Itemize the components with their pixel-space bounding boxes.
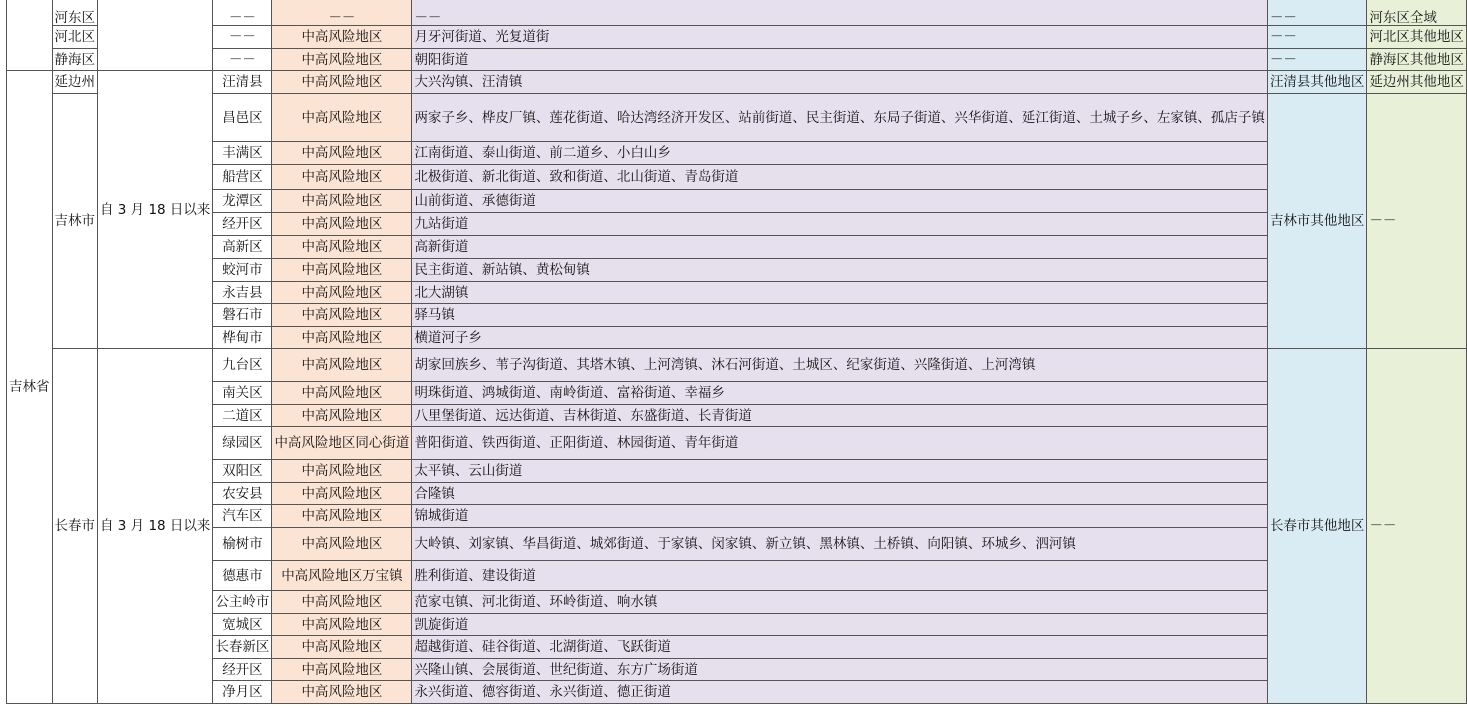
table-row [7, 49, 1467, 71]
low-risk-cell: －－ [1367, 94, 1467, 349]
risk-area-cell: 范家屯镇、河北街道、环岭街道、响水镇 [412, 591, 1268, 614]
county-cell: 榆树市 [213, 528, 272, 561]
table-row [7, 659, 1467, 681]
risk-level-cell: 中高风险地区 [272, 483, 412, 505]
county-cell: 船营区 [213, 165, 272, 190]
city-cell: 静海区 [52, 49, 98, 71]
table-row [7, 165, 1467, 190]
risk-area-cell: 明珠街道、鸿城街道、南岭街道、富裕街道、幸福乡 [412, 382, 1268, 405]
low-risk-cell: －－ [1367, 349, 1467, 704]
risk-level-cell: 中高风险地区 [272, 460, 412, 483]
table-row [7, 213, 1467, 236]
table-row [7, 427, 1467, 460]
other-area-cell: －－ [1267, 49, 1367, 71]
table-row [7, 636, 1467, 659]
table-row [7, 26, 1467, 49]
table-row [7, 142, 1467, 165]
county-cell: －－ [213, 49, 272, 71]
table-row [7, 259, 1467, 282]
bottom-blank-strip [0, 706, 1070, 713]
risk-level-cell: 中高风险地区 [272, 382, 412, 405]
risk-level-cell: 中高风险地区 [272, 681, 412, 704]
county-cell: 长春新区 [213, 636, 272, 659]
county-cell: 龙潭区 [213, 190, 272, 213]
period-cell: 自 3 月 18 日以来 [98, 71, 213, 349]
risk-area-cell: 胜利街道、建设街道 [412, 561, 1268, 591]
risk-level-cell: 中高风险地区 [272, 213, 412, 236]
other-area-cell: －－ [1267, 0, 1367, 26]
table-row [7, 236, 1467, 259]
city-cell: 河东区 [52, 0, 98, 26]
table-row [7, 282, 1467, 304]
table-row [7, 94, 1467, 142]
table-row [7, 349, 1467, 382]
risk-level-cell: 中高风险地区 [272, 659, 412, 681]
risk-area-cell: －－ [412, 0, 1268, 26]
county-cell: 汽车区 [213, 505, 272, 528]
risk-level-cell: 中高风险地区 [272, 190, 412, 213]
low-risk-cell: 河东区全域 [1367, 0, 1467, 26]
county-cell: 二道区 [213, 405, 272, 427]
risk-level-cell: 中高风险地区 [272, 49, 412, 71]
risk-level-cell: 中高风险地区万宝镇 [272, 561, 412, 591]
risk-area-cell: 锦城街道 [412, 505, 1268, 528]
risk-area-cell: 朝阳街道 [412, 49, 1268, 71]
city-cell: 长春市 [52, 349, 98, 704]
risk-area-table [6, 0, 1467, 704]
province-cell: 吉林省 [7, 71, 53, 704]
risk-area-cell: 大兴沟镇、汪清镇 [412, 71, 1268, 94]
risk-area-cell: 山前街道、承德街道 [412, 190, 1268, 213]
risk-level-cell: 中高风险地区 [272, 528, 412, 561]
risk-area-cell: 江南街道、泰山街道、前二道乡、小白山乡 [412, 142, 1268, 165]
county-cell: 双阳区 [213, 460, 272, 483]
province-cell [7, 0, 53, 71]
county-cell: 九台区 [213, 349, 272, 382]
risk-area-cell: 北大湖镇 [412, 282, 1268, 304]
risk-level-cell: 中高风险地区 [272, 71, 412, 94]
risk-area-cell: 两家子乡、桦皮厂镇、莲花街道、哈达湾经济开发区、站前街道、民主街道、东局子街道、兴华街道、延江街道、土城子乡、左家镇、孤店子镇 [412, 94, 1268, 142]
risk-level-cell: 中高风险地区 [272, 94, 412, 142]
risk-level-cell: 中高风险地区 [272, 304, 412, 327]
risk-level-cell: 中高风险地区 [272, 505, 412, 528]
risk-level-cell: 中高风险地区 [272, 591, 412, 614]
table-row [7, 382, 1467, 405]
risk-area-cell: 北极街道、新北街道、致和街道、北山街道、青岛街道 [412, 165, 1268, 190]
city-cell: 延边州 [52, 71, 98, 94]
risk-level-cell: 中高风险地区 [272, 636, 412, 659]
risk-level-cell: 中高风险地区 [272, 26, 412, 49]
risk-area-cell: 凯旋街道 [412, 614, 1268, 636]
risk-level-cell: 中高风险地区 [272, 259, 412, 282]
county-cell: 绿园区 [213, 427, 272, 460]
low-risk-cell: 静海区其他地区 [1367, 49, 1467, 71]
risk-level-cell: 中高风险地区 [272, 349, 412, 382]
risk-area-cell: 普阳街道、铁西街道、正阳街道、林园街道、青年街道 [412, 427, 1268, 460]
other-area-cell: 吉林市其他地区 [1267, 94, 1367, 349]
county-cell: 汪清县 [213, 71, 272, 94]
risk-level-cell: 中高风险地区 [272, 614, 412, 636]
risk-area-cell: 太平镇、云山街道 [412, 460, 1268, 483]
other-area-cell: 汪清县其他地区 [1267, 71, 1367, 94]
table-row [7, 405, 1467, 427]
risk-area-cell: 月牙河街道、光复道街 [412, 26, 1268, 49]
risk-area-cell: 大岭镇、刘家镇、华昌街道、城郊街道、于家镇、闵家镇、新立镇、黑林镇、土桥镇、向阳镇、环城乡、泗河镇 [412, 528, 1268, 561]
low-risk-cell: 延边州其他地区 [1367, 71, 1467, 94]
risk-area-cell: 驿马镇 [412, 304, 1268, 327]
table-row [7, 483, 1467, 505]
other-area-cell: －－ [1267, 26, 1367, 49]
county-cell: 高新区 [213, 236, 272, 259]
county-cell: 德惠市 [213, 561, 272, 591]
risk-area-cell: 兴隆山镇、会展街道、世纪街道、东方广场街道 [412, 659, 1268, 681]
city-cell: 吉林市 [52, 94, 98, 349]
table-row [7, 71, 1467, 94]
risk-level-cell: 中高风险地区 [272, 142, 412, 165]
table-row [7, 327, 1467, 349]
county-cell: 磐石市 [213, 304, 272, 327]
county-cell: －－ [213, 0, 272, 26]
risk-level-cell: 中高风险地区 [272, 327, 412, 349]
risk-area-cell: 合隆镇 [412, 483, 1268, 505]
county-cell: 农安县 [213, 483, 272, 505]
table-row [7, 505, 1467, 528]
county-cell: 南关区 [213, 382, 272, 405]
low-risk-cell: 河北区其他地区 [1367, 26, 1467, 49]
table-row [7, 304, 1467, 327]
county-cell: 宽城区 [213, 614, 272, 636]
period-cell [98, 0, 213, 71]
county-cell: 丰满区 [213, 142, 272, 165]
risk-level-cell: 中高风险地区 [272, 282, 412, 304]
county-cell: 经开区 [213, 659, 272, 681]
risk-area-cell: 民主街道、新站镇、黄松甸镇 [412, 259, 1268, 282]
period-cell: 自 3 月 18 日以来 [98, 349, 213, 704]
county-cell: 公主岭市 [213, 591, 272, 614]
risk-area-cell: 永兴街道、德容街道、永兴街道、德正街道 [412, 681, 1268, 704]
county-cell: －－ [213, 26, 272, 49]
risk-area-cell: 胡家回族乡、苇子沟街道、其塔木镇、上河湾镇、沐石河街道、土城区、纪家街道、兴隆街道、上河湾镇 [412, 349, 1268, 382]
table-row [7, 561, 1467, 591]
risk-area-cell: 九站街道 [412, 213, 1268, 236]
other-area-cell: 长春市其他地区 [1267, 349, 1367, 704]
risk-level-cell: 中高风险地区 [272, 405, 412, 427]
table-row [7, 0, 1467, 26]
risk-area-cell: 八里堡街道、远达街道、吉林街道、东盛街道、长青街道 [412, 405, 1268, 427]
risk-level-cell: 中高风险地区同心街道 [272, 427, 412, 460]
risk-area-cell: 高新街道 [412, 236, 1268, 259]
risk-area-cell: 横道河子乡 [412, 327, 1268, 349]
risk-level-cell: 中高风险地区 [272, 165, 412, 190]
table-row [7, 614, 1467, 636]
county-cell: 桦甸市 [213, 327, 272, 349]
county-cell: 经开区 [213, 213, 272, 236]
table-row [7, 460, 1467, 483]
risk-area-cell: 超越街道、硅谷街道、北湖街道、飞跃街道 [412, 636, 1268, 659]
table-row [7, 528, 1467, 561]
risk-level-cell: 中高风险地区 [272, 236, 412, 259]
county-cell: 净月区 [213, 681, 272, 704]
county-cell: 蛟河市 [213, 259, 272, 282]
risk-level-cell: －－ [272, 0, 412, 26]
table-row [7, 190, 1467, 213]
city-cell: 河北区 [52, 26, 98, 49]
county-cell: 永吉县 [213, 282, 272, 304]
table-row [7, 591, 1467, 614]
table-row [7, 681, 1467, 704]
county-cell: 昌邑区 [213, 94, 272, 142]
